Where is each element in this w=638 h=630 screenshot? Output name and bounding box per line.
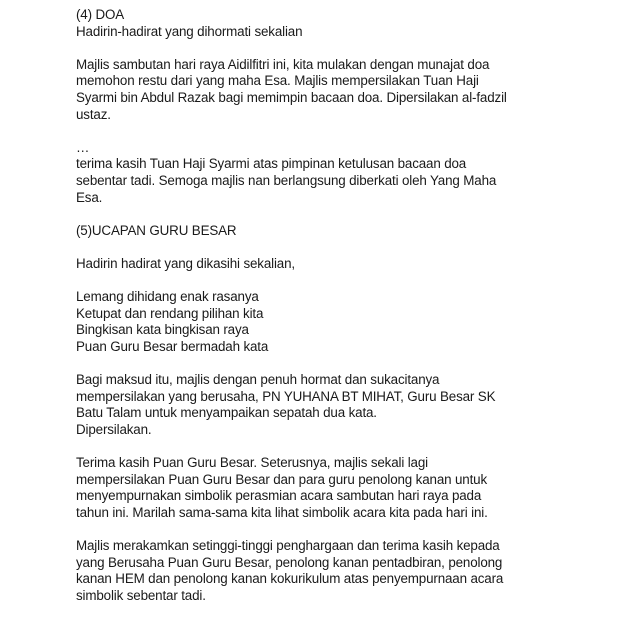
paragraph-greeting <box>76 256 632 273</box>
paragraph-gap <box>76 206 632 223</box>
text-line: memohon restu dari yang maha Esa. Majlis mempersilakan Tuan Haji <box>76 73 479 89</box>
text-line: yang Berusaha Puan Guru Besar, penolong kanan pentadbiran, penolong <box>76 554 503 570</box>
text-line: Syarmi bin Abdul Razak bagi memimpin bacaan doa. Dipersilakan al-fadzil <box>76 89 507 105</box>
text-line: mempersilakan Puan Guru Besar dan para guru penolong kanan untuk <box>76 471 487 487</box>
section-ucapan-heading <box>76 223 632 240</box>
text-line: Dipersilakan. <box>76 421 152 437</box>
text-line: terima kasih Tuan Haji Syarmi atas pimpinan ketulusan bacaan doa <box>76 156 467 172</box>
paragraph-gap <box>76 273 632 290</box>
text-line: tahun ini. Marilah sama-sama kita lihat simbolik acara kita pada hari ini. <box>76 504 488 520</box>
paragraph-invitation <box>76 372 632 438</box>
paragraph-gap <box>76 40 632 57</box>
text-line: Batu Talam untuk menyampaikan sepatah dua kata. <box>76 405 377 421</box>
text-line: mempersilakan yang berusaha, PN YUHANA BT MIHAT, Guru Besar SK <box>76 388 496 404</box>
paragraph-simbolik <box>76 455 632 521</box>
paragraph-gap <box>76 123 632 140</box>
pantun-line: Ketupat dan rendang pilihan kita <box>76 305 264 321</box>
paragraph-doa-intro <box>76 57 632 123</box>
paragraph-doa-thanks <box>76 140 632 206</box>
heading-doa: (4) DOA <box>76 7 125 22</box>
pantun-line: Bingkisan kata bingkisan raya <box>76 322 249 338</box>
text-line: sebentar tadi. Semoga majlis nan berlangsung diberkati oleh Yang Maha <box>76 172 497 188</box>
paragraph-gap <box>76 521 632 538</box>
text-line: Majlis sambutan hari raya Aidilfitri ini, kita mulakan dengan munajat doa <box>76 56 490 72</box>
document-page <box>76 7 632 604</box>
text-line: Bagi maksud itu, majlis dengan penuh hormat dan sukacitanya <box>76 372 440 388</box>
text-line: Esa. <box>76 189 103 205</box>
paragraph-appreciation <box>76 538 632 604</box>
paragraph-gap <box>76 239 632 256</box>
text-line: Terima kasih Puan Guru Besar. Seterusnya, majlis sekali lagi <box>76 455 428 471</box>
heading-ucapan-guru-besar: (5)UCAPAN GURU BESAR <box>76 222 237 238</box>
greeting-line: Hadirin-hadirat yang dihormati sekalian <box>76 23 303 39</box>
text-line: kanan HEM dan penolong kanan kokurikulum atas penyempurnaan acara <box>76 571 504 587</box>
text-line: simbolik sebentar tadi. <box>76 587 206 603</box>
paragraph-gap <box>76 355 632 372</box>
section-doa-heading <box>76 7 632 40</box>
pantun-line: Puan Guru Besar bermadah kata <box>76 338 269 354</box>
pantun-verse <box>76 289 632 355</box>
ellipsis-line: … <box>76 139 90 155</box>
paragraph-gap <box>76 438 632 455</box>
text-line: ustaz. <box>76 106 111 122</box>
text-line: Majlis merakamkan setinggi-tinggi penghargaan dan terima kasih kepada <box>76 538 500 553</box>
greeting-line: Hadirin hadirat yang dikasihi sekalian, <box>76 255 295 271</box>
pantun-line: Lemang dihidang enak rasanya <box>76 289 259 305</box>
text-line: menyempurnakan simbolik perasmian acara sambutan hari raya pada <box>76 488 482 504</box>
